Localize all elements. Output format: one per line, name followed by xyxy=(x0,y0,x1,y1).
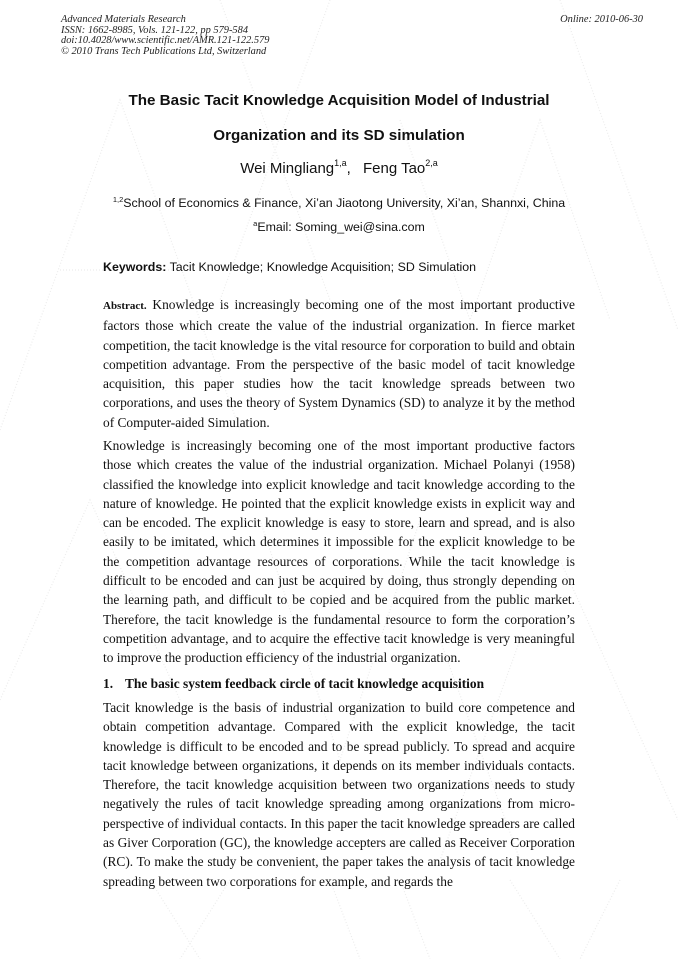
author-name: Wei Mingliang xyxy=(240,160,335,177)
introduction-paragraph: Knowledge is increasingly becoming one of the most important productive factors those which creates the value of the industrial organization. Michael Polanyi (1958) classified the knowledge into explicit knowledge and tacit knowledge according to the nature of knowledge. He pointed that the explicit knowledge exists in explicit way and can be encoded. The explicit knowledge is easy to store, learn and spread, and is also easily to be imitated, which determines it impossible for the explicit knowledge to be the competition advantage resources of corporations. While the tacit knowledge is difficult to be encoded and can just be acquired by doing, thus strongly depending on the learning path, and difficult to be copied and be acquired from the public market. Therefore, the tacit knowledge is the fundamental resource to form the corporation’s competition advantage, and to acquire the effective tacit knowledge is very meaningful to improve the production efficiency of the industrial organization. xyxy=(103,438,575,666)
section-heading xyxy=(103,676,484,692)
section-number: 1. xyxy=(103,676,114,691)
abstract-text: Knowledge is increasingly becoming one of the most important productive factors those which create the value of the industrial organization. In fierce market competition, the tacit knowledge is the vital resource for corporation to build and obtain competition advantage. From the perspective of the basic model of tacit knowledge acquisition, this paper studies how the tacit knowledge spreads between two corporations, and uses the theory of System Dynamics (SD) to analyze it by the method of Computer-aided Simulation. xyxy=(103,297,575,430)
author-separator: , xyxy=(346,160,351,177)
email-text: Email: Soming_wei@sina.com xyxy=(257,220,425,234)
issn-line: ISSN: 1662-8985, Vols. 121-122, pp 579-584 xyxy=(61,24,249,36)
copyright-line: © 2010 Trans Tech Publications Ltd, Switzerland xyxy=(61,45,267,57)
abstract-label: Abstract. xyxy=(103,300,147,312)
paper-title-line-2: Organization and its SD simulation xyxy=(213,127,465,144)
email-marker: a xyxy=(253,219,258,228)
doi-line: doi:10.4028/www.scientific.net/AMR.121-122.579 xyxy=(61,35,270,47)
author-name: Feng Tao xyxy=(363,160,426,177)
author-list xyxy=(0,160,678,177)
affiliation xyxy=(0,196,678,210)
section-1-paragraph: Tacit knowledge is the basis of industrial organization to build core competence and obtain competition advantage. Compared with the explicit knowledge, the tacit knowledge is difficult to be encoded and to be spread publicly. To spread and acquire tacit knowledge between organizations, it depends on its member individuals contacts. Therefore, the tacit knowledge acquisition between two organizations needs to study negatively the rules of tacit knowledge spreading among organizations from micro-perspective of individual contacts. In this paper the tacit knowledge spreaders are called as Giver Corporation (GC), the knowledge accepters are called as Receiver Corporation (RC). To make the study be convenient, the paper takes the analysis of tacit knowledge spreading between two corporations for example, and regards the xyxy=(103,700,575,889)
paper-title-line-1: The Basic Tacit Knowledge Acquisition Model of Industrial xyxy=(128,92,550,109)
abstract xyxy=(103,295,575,432)
author-affiliation-marker: 2,a xyxy=(425,158,438,168)
contact-email xyxy=(0,220,678,234)
author-affiliation-marker: 1,a xyxy=(334,158,347,168)
journal-info xyxy=(61,15,269,57)
journal-name: Advanced Materials Research xyxy=(61,14,186,25)
keywords-label: Keywords: xyxy=(103,260,167,274)
online-date: Online: 2010-06-30 xyxy=(560,14,643,25)
keywords xyxy=(103,260,476,274)
affiliation-text: School of Economics & Finance, Xi’an Jiaotong University, Xi’an, Shannxi, China xyxy=(123,196,566,210)
section-title: The basic system feedback circle of tacit knowledge acquisition xyxy=(125,676,485,691)
affiliation-marker: 1,2 xyxy=(112,195,124,204)
keywords-text: Tacit Knowledge; Knowledge Acquisition; SD Simulation xyxy=(166,260,477,274)
